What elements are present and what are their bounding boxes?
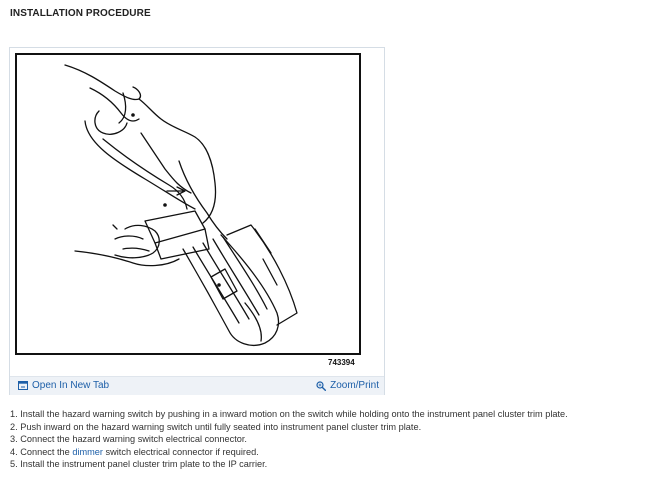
zoom-print-label: Zoom/Print xyxy=(330,380,379,391)
section-heading: INSTALLATION PROCEDURE xyxy=(10,8,151,19)
figure-toolbar xyxy=(10,376,384,395)
open-in-new-tab-icon xyxy=(18,381,28,390)
open-in-new-tab-button[interactable] xyxy=(18,380,109,391)
step-text: Install the instrument panel cluster trim plate to the IP carrier. xyxy=(20,459,268,470)
magnifier-icon xyxy=(316,381,326,391)
step-item xyxy=(10,458,568,471)
step-text: Install the hazard warning switch by pushing in a inward motion on the switch while holding onto the instrument panel cluster trim plate. xyxy=(20,409,568,419)
hazard-switch-illustration xyxy=(15,53,361,373)
open-in-new-tab-label: Open In New Tab xyxy=(32,380,110,391)
figure-card xyxy=(9,47,385,395)
procedure-steps xyxy=(10,408,568,471)
zoom-print-button[interactable] xyxy=(316,380,379,391)
dimmer-link[interactable]: dimmer xyxy=(72,446,103,457)
step-number: 3. xyxy=(10,434,18,445)
step-number: 5. xyxy=(10,459,18,470)
step-text: Push inward on the hazard warning switch until fully seated into instrument panel cluster trim plate. xyxy=(20,421,422,432)
step-text: Connect the hazard warning switch electrical connector. xyxy=(20,434,247,445)
step-item xyxy=(10,421,568,434)
step-number: 4. xyxy=(10,446,18,457)
step-item xyxy=(10,408,568,421)
step-item xyxy=(10,433,568,446)
step-text-before: Connect the xyxy=(20,446,73,457)
step-number: 1. xyxy=(10,409,18,419)
step-text-after: switch electrical connector if required. xyxy=(102,446,259,457)
figure-number: 743394 xyxy=(328,358,355,367)
step-number: 2. xyxy=(10,421,18,432)
step-item xyxy=(10,446,568,459)
